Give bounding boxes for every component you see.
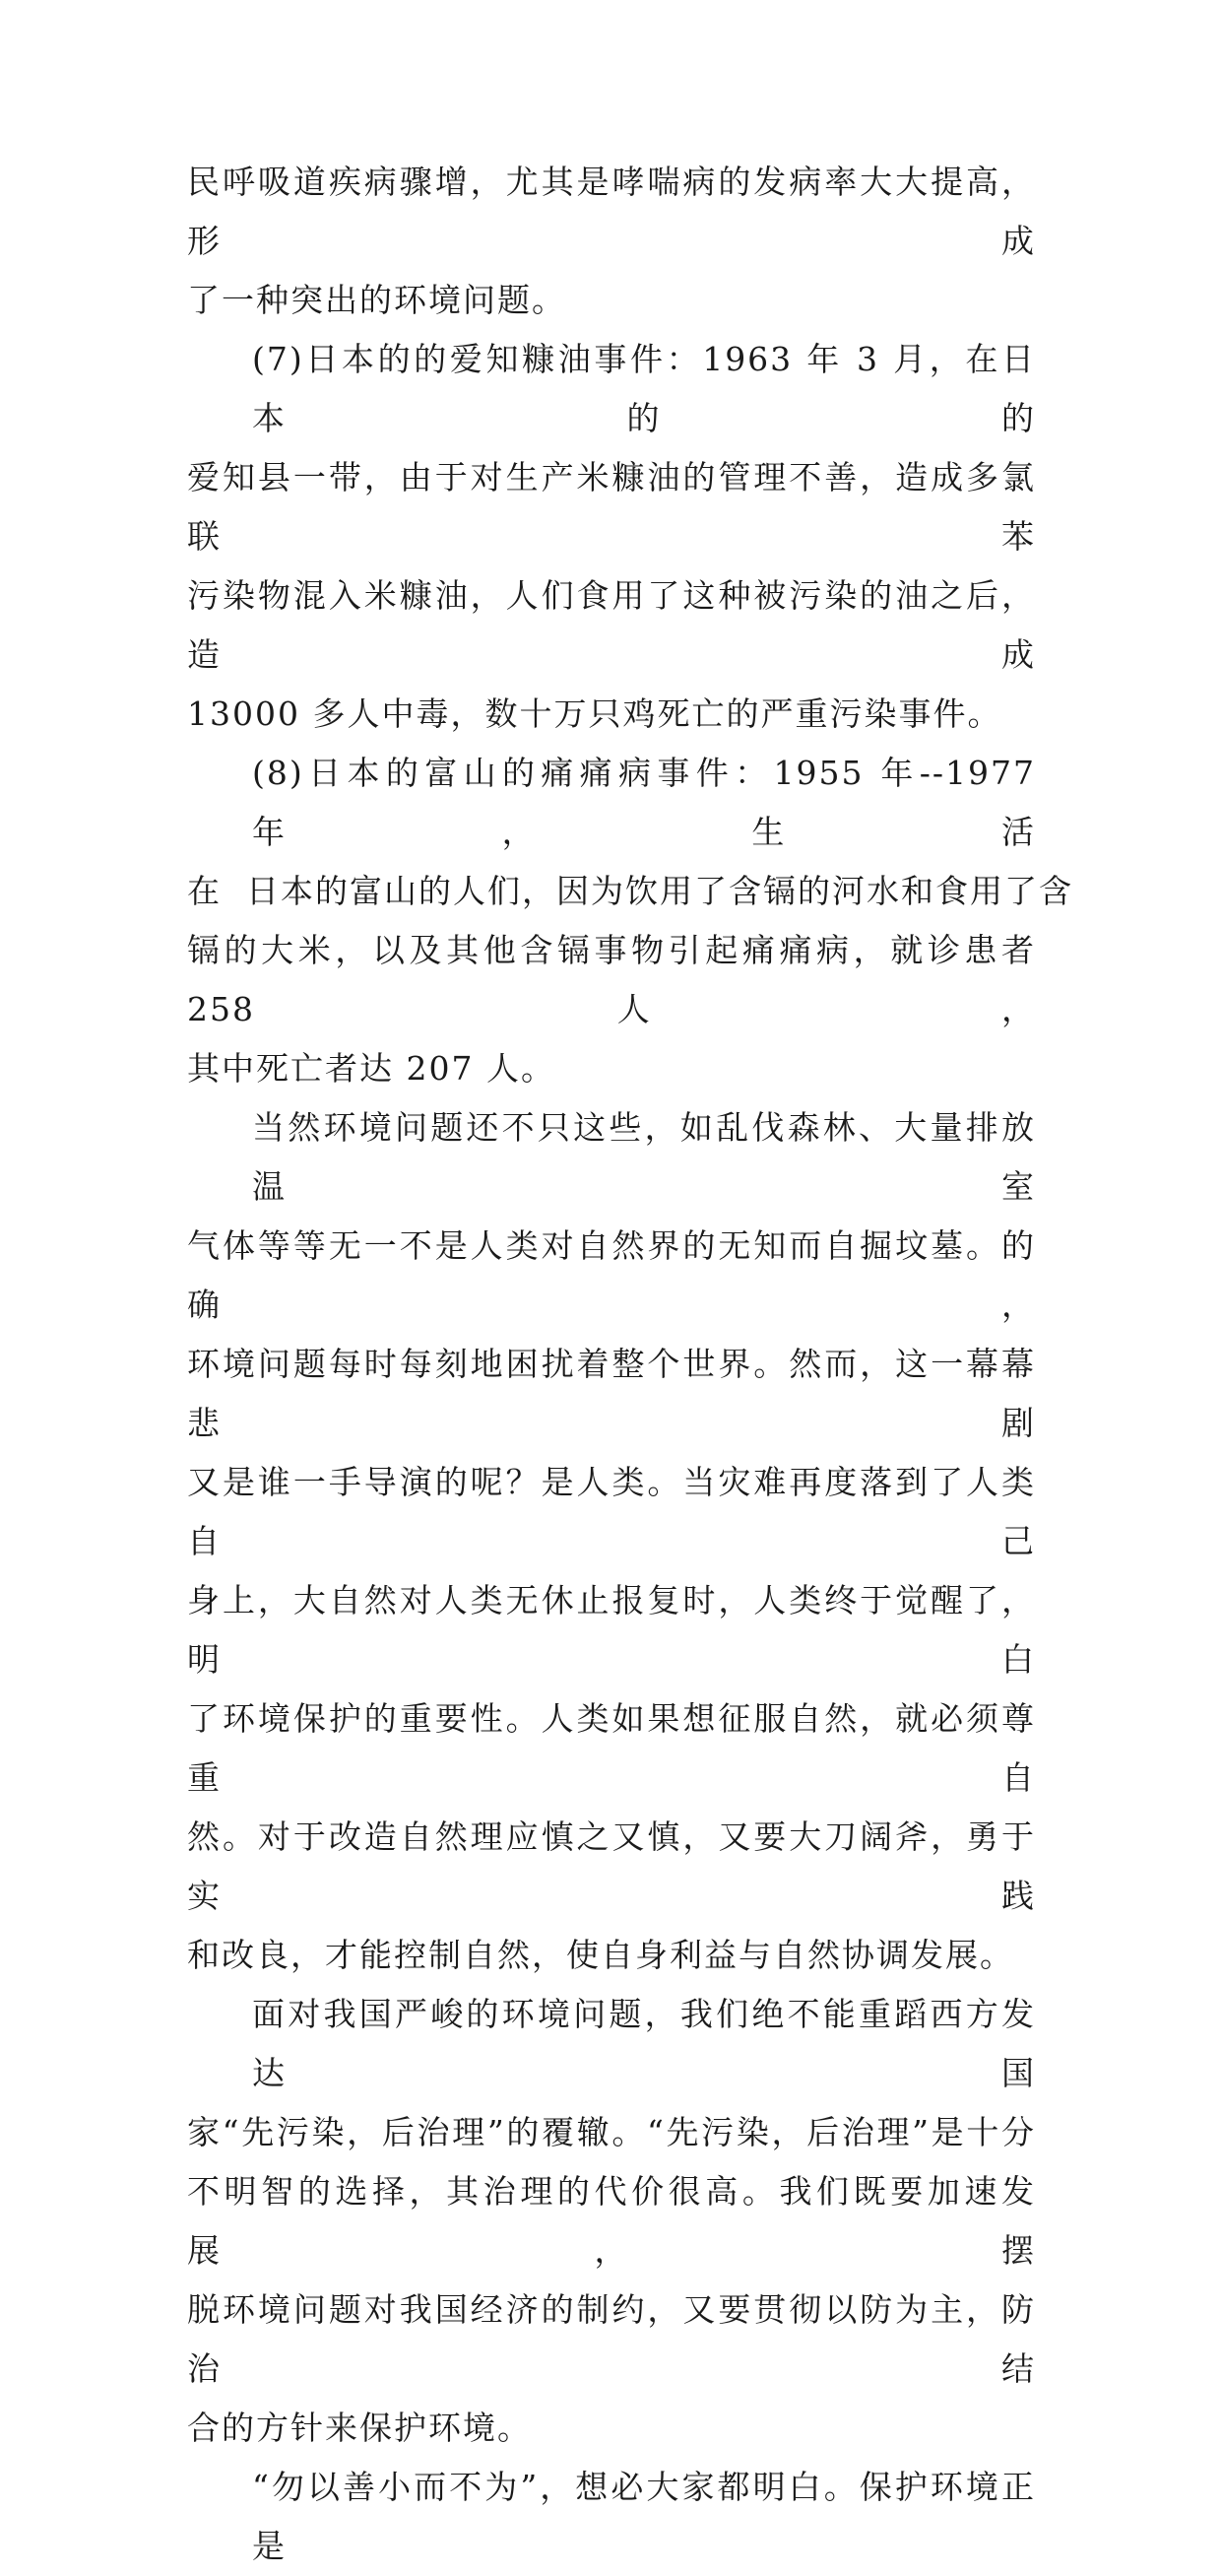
text-line: 合的方针来保护环境。 bbox=[187, 2409, 532, 2447]
text-line: 然。对于改造自然理应慎之又慎，又要大刀阔斧，勇于实践 bbox=[187, 1817, 1036, 1915]
text-line: (8)日本的富山的痛痛病事件：1955 年--1977 年，生活 bbox=[252, 754, 1036, 851]
text-line: 气体等等无一不是人类对自然界的无知而自掘坟墓。的确， bbox=[187, 1226, 1036, 1324]
document-body bbox=[187, 153, 1073, 2576]
paragraph-1 bbox=[187, 153, 1036, 330]
text-line: 镉的大米，以及其他含镉事物引起痛痛病，就诊患者 258 人， bbox=[187, 931, 1036, 1028]
paragraph-5 bbox=[187, 1985, 1036, 2458]
paragraph-6 bbox=[187, 2458, 1036, 2576]
text-line: 面对我国严峻的环境问题，我们绝不能重蹈西方发达国 bbox=[252, 1995, 1036, 2092]
text-line: 在 日本的富山的人们，因为饮用了含镉的河水和食用了含 bbox=[187, 872, 1073, 910]
text-line: 环境问题每时每刻地困扰着整个世界。然而，这一幕幕悲剧 bbox=[187, 1345, 1036, 1442]
text-line: 民呼吸道疾病骤增，尤其是哮喘病的发病率大大提高，形成 bbox=[187, 163, 1036, 260]
text-line: 了环境保护的重要性。人类如果想征服自然，就必须尊重自 bbox=[187, 1699, 1036, 1797]
text-line: (7)日本的的爱知糠油事件：1963 年 3 月，在日本的的 bbox=[252, 340, 1036, 437]
text-line: 和改良，才能控制自然，使自身利益与自然协调发展。 bbox=[187, 1936, 1014, 1974]
text-line: 家“先污染，后治理”的覆辙。“先污染，后治理”是十分 bbox=[187, 2113, 1036, 2151]
text-line: 脱环境问题对我国经济的制约，又要贯彻以防为主，防治结 bbox=[187, 2290, 1036, 2388]
text-line: 不明智的选择，其治理的代价很高。我们既要加速发展，摆 bbox=[187, 2172, 1036, 2270]
text-line: 污染物混入米糠油，人们食用了这种被污染的油之后，造成 bbox=[187, 576, 1036, 674]
text-line: 了一种突出的环境问题。 bbox=[187, 281, 566, 319]
text-line: 爱知县一带，由于对生产米糠油的管理不善，造成多氯联苯 bbox=[187, 458, 1036, 556]
paragraph-2 bbox=[187, 330, 1036, 744]
paragraph-3 bbox=[187, 744, 1073, 1098]
text-line: 13000 多人中毒，数十万只鸡死亡的严重污染事件。 bbox=[187, 694, 1002, 733]
text-line: 其中死亡者达 207 人。 bbox=[187, 1049, 555, 1088]
text-line: 身上，大自然对人类无休止报复时，人类终于觉醒了，明白 bbox=[187, 1581, 1036, 1679]
text-line: 又是谁一手导演的呢？是人类。当灾难再度落到了人类自己 bbox=[187, 1463, 1036, 1560]
paragraph-4 bbox=[187, 1098, 1036, 1985]
text-line: “勿以善小而不为”，想必大家都明白。保护环境正是 bbox=[252, 2468, 1036, 2565]
text-line: 当然环境问题还不只这些，如乱伐森林、大量排放温室 bbox=[252, 1108, 1036, 1206]
